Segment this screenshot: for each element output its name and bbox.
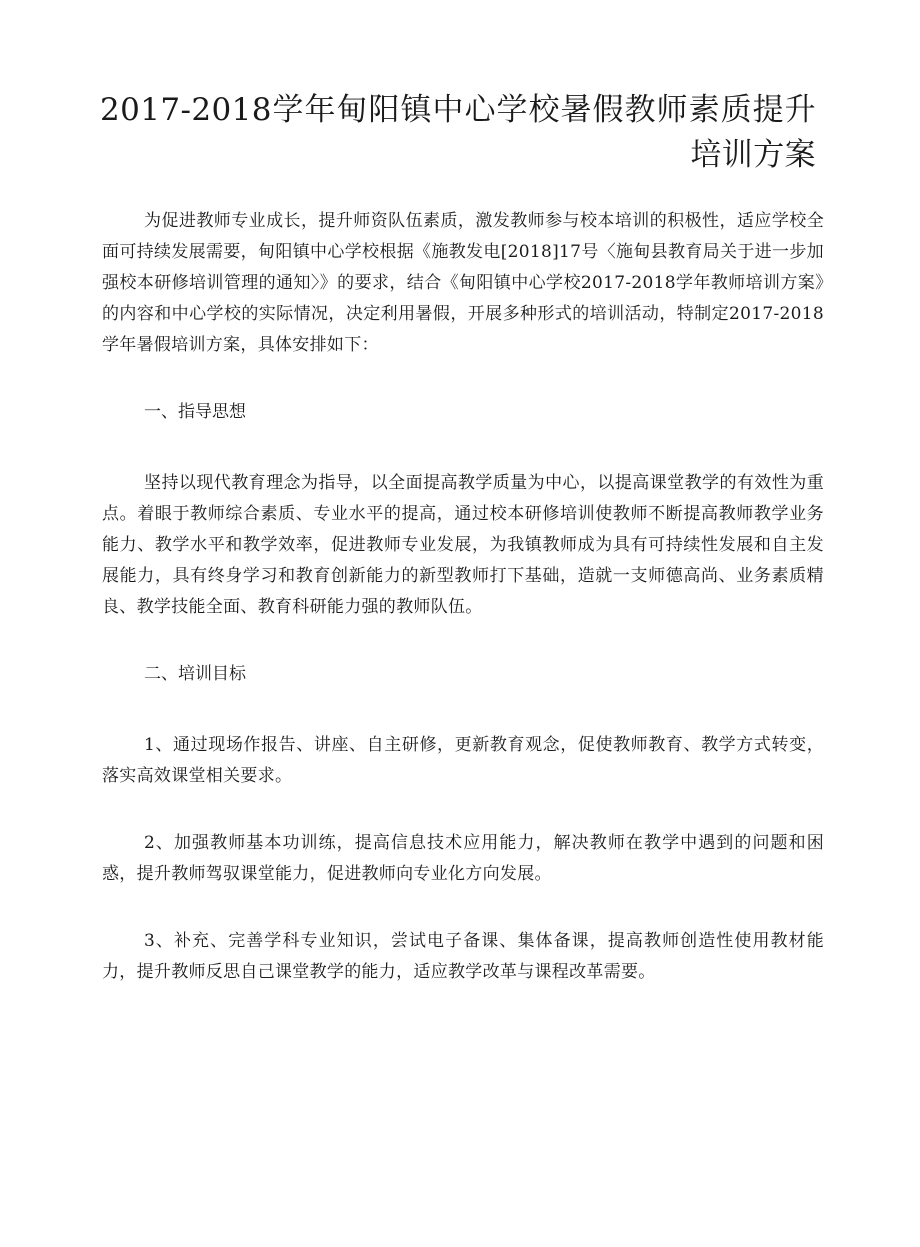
section-heading-guiding-ideology: 一、指导思想 [144,402,246,422]
training-goal-2: 2、加强教师基本功训练，提高信息技术应用能力，解决教师在教学中遇到的问题和困惑，提升教师驾驭课堂能力，促进教师向专业化方向发展。 [102,833,824,884]
training-goal-3: 3、补充、完善学科专业知识，尝试电子备课、集体备课，提高教师创造性使用教材能力，提升教师反思自己课堂教学的能力，适应教学改革与课程改革需要。 [102,931,824,982]
document-body [102,206,824,988]
guiding-ideology-paragraph: 坚持以现代教育理念为指导，以全面提高教学质量为中心，以提高课堂教学的有效性为重点。着眼于教师综合素质、专业水平的提高，通过校本研修培训使教师不断提高教师教学业务能力、教学水平和教学效率，促进教师专业发展，为我镇教师成为具有可持续性发展和自主发展能力，具有终身学习和教育创新能力的新型教师打下基础，造就一支师德高尚、业务素质精良、教学技能全面、教育科研能力强的教师队伍。 [102,473,824,617]
document-title: 2017-2018学年甸阳镇中心学校暑假教师素质提升培训方案 [100,92,816,173]
section-heading-training-goals: 二、培训目标 [144,664,246,684]
training-goal-1: 1、通过现场作报告、讲座、自主研修，更新教育观念，促使教师教育、教学方式转变，落实高效课堂相关要求。 [102,735,824,786]
intro-paragraph: 为促进教师专业成长，提升师资队伍素质，激发教师参与校本培训的积极性，适应学校全面可持续发展需要，甸阳镇中心学校根据《施教发电[2018]17号〈施甸县教育局关于进一步加强校本研修培训管理的通知〉》的要求，结合《甸阳镇中心学校2017-2018学年教师培训方案》的内容和中心学校的实际情况，决定利用暑假，开展多种形式的培训活动，特制定2017-2018学年暑假培训方案，具体安排如下： [102,211,824,355]
